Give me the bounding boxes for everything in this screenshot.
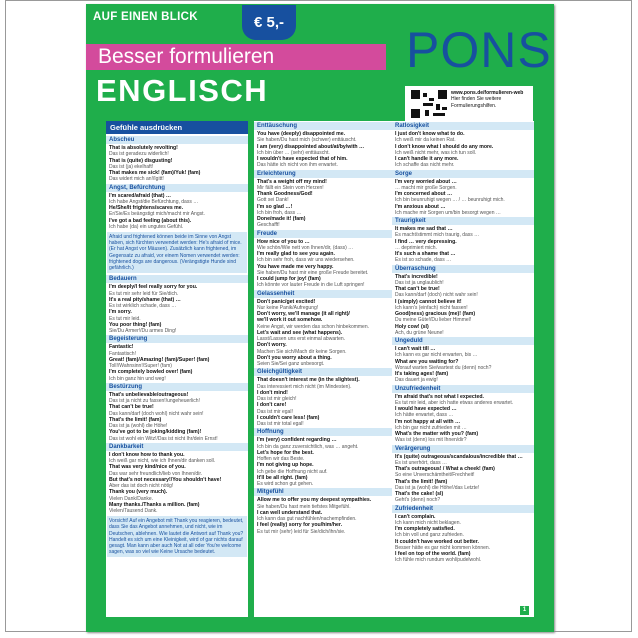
german-translation: Das ist ja nicht zu fassen!/ungeheuerlich! xyxy=(109,398,200,405)
german-translation: Es macht/stimmt mich traurig, dass … xyxy=(395,232,480,239)
section-heading: Abscheu xyxy=(106,136,248,144)
english-phrase: That can't be true! xyxy=(109,404,154,411)
english-phrase: You have made me very happy. xyxy=(257,263,334,270)
english-phrase: That makes me sick! (fam)/Yuk! (fam) xyxy=(109,170,201,176)
section-heading: Freude xyxy=(254,230,396,238)
german-translation: Das ist ja (wohl) die Höhe! xyxy=(109,423,168,430)
german-translation: Geschafft! xyxy=(257,222,280,229)
english-phrase: I couldn't care less! (fam) xyxy=(257,414,320,421)
english-phrase: I just don't know what to do. xyxy=(395,131,465,137)
english-phrase: I (simply) cannot believe it! xyxy=(395,298,462,305)
german-translation: Er/Sie/Es beängstigt mich/macht mir Angst. xyxy=(109,211,205,218)
english-phrase: Good(ness) gracious (me)! (fam) xyxy=(395,311,476,317)
english-phrase: That's the limit! (fam) xyxy=(109,416,162,423)
section-heading: Mitgefühl xyxy=(254,488,396,496)
german-translation: Toll!/Wahnsinn!/Super! (fam) xyxy=(109,363,172,370)
german-translation: So eine Unverschämtheit/Frechheit! xyxy=(395,472,475,479)
german-translation: Lasst/Lassen uns erst einmal abwarten. xyxy=(257,336,346,343)
german-translation: Besser hätte es gar nicht kommen können. xyxy=(395,544,491,551)
german-translation: Sie haben/Du hast mich (schwer) enttäuscht. xyxy=(257,137,357,144)
english-phrase: I don't mind! xyxy=(257,389,288,396)
german-translation: Das ist mir total egal! xyxy=(257,421,304,428)
english-phrase: I'm very worried about … xyxy=(395,178,457,185)
english-phrase: Done/made it! (fam) xyxy=(257,216,306,222)
english-phrase: I'm completely satisfied. xyxy=(395,526,455,532)
english-phrase: I don't know what I should do any more. xyxy=(395,143,494,150)
german-translation: Das kann/darf (doch wohl) nicht wahr sein! xyxy=(109,410,204,417)
english-phrase: It'll be all right. (fam) xyxy=(257,474,308,481)
english-phrase: I can well understand that. xyxy=(257,509,323,516)
english-phrase: I'm scared/afraid (that) … xyxy=(109,192,172,199)
german-translation: Das ist geradezu widerlich! xyxy=(109,151,169,158)
english-phrase: You have (deeply) disappointed me. xyxy=(257,131,346,137)
english-phrase: That is absolutely revolting! xyxy=(109,145,178,151)
brand-logo: PONS xyxy=(406,22,552,78)
english-phrase: Allow me to offer you my deepest sympathies. xyxy=(257,497,372,504)
german-translation: Das hätte ich nicht von ihm erwartet. xyxy=(257,162,338,169)
english-phrase: That's incredible! xyxy=(395,273,438,280)
english-phrase: I can't wait till … xyxy=(395,346,436,352)
english-phrase: That is (quite) disgusting! xyxy=(109,157,173,164)
german-translation: Ich kann mich nicht beklagen. xyxy=(395,519,461,526)
section-heading: Ratlosigkeit xyxy=(392,122,534,130)
german-translation: Ich fühle mich rundum wohl/pudelwohl. xyxy=(395,557,482,564)
german-translation: Das widert mich an!/Igitt! xyxy=(109,176,164,183)
page-number: 1 xyxy=(520,606,529,615)
english-phrase: I'm sorry. xyxy=(109,309,132,316)
german-translation: Fantastisch! xyxy=(109,350,136,357)
web-line: Formulierungshilfen. xyxy=(451,102,497,109)
english-phrase: I feel (really) sorry for you/him/her. xyxy=(257,522,343,529)
german-translation: Ich kann's (einfach) nicht fassen! xyxy=(395,304,468,311)
english-phrase: I can't complain. xyxy=(395,513,436,520)
german-translation: Wie schön/Wie nett von Ihnen/dir, (dass) … xyxy=(257,244,354,251)
german-translation: Du meine Güte!/Du lieber Himmel! xyxy=(395,317,472,324)
english-phrase: Thank you (very much). xyxy=(109,489,168,496)
english-phrase: I'm not happy at all with … xyxy=(395,418,461,425)
english-phrase: I'm not giving up hope. xyxy=(257,462,314,469)
english-phrase: How nice of you to … xyxy=(257,238,310,245)
column-heading: Gefühle ausdrücken xyxy=(106,121,248,134)
section-heading: Traurigkeit xyxy=(392,217,534,225)
section-heading: Begeisterung xyxy=(106,335,248,343)
english-phrase: That's outrageous! / What a cheek! (fam) xyxy=(395,466,495,472)
english-phrase: That's a weight off my mind! xyxy=(257,178,327,185)
page-title: ENGLISCH xyxy=(96,73,269,108)
english-phrase: Don't panic/get excited! xyxy=(257,298,316,305)
section-heading: Angst, Befürchtung xyxy=(106,184,248,192)
column-2 xyxy=(254,121,396,617)
german-translation: Das ist (ja) ekelhaft! xyxy=(109,163,154,170)
german-translation: Ich bin gar nicht zufrieden mit … xyxy=(395,424,467,431)
english-phrase: Fantastic! xyxy=(109,344,134,351)
english-phrase: Let's wait and see (what happens). xyxy=(257,329,343,336)
english-phrase: What are you waiting for? xyxy=(395,358,459,365)
english-phrase: I don't care! xyxy=(257,402,287,409)
section-heading: Bestürzung xyxy=(106,383,248,391)
english-phrase: That's the limit! (fam) xyxy=(395,478,448,485)
english-phrase: It's taking ages! (fam) xyxy=(395,371,449,377)
section-heading: Überraschung xyxy=(392,265,534,273)
german-translation: Machen Sie sich/Mach dir keine Sorgen. xyxy=(257,348,347,355)
german-translation: Das dauert ja ewig! xyxy=(395,377,438,384)
usage-note: Vorsicht! Auf ein Angebot mit Thank you reagieren, bedeutet, dass Sie das Angebot annehmen, und nicht, wie im Deutschen, ablehnen. Wie lautet die Antwort auf Thank you? Handelt es sich um eine Kleinigkeit, wird of gar nichts darauf gesagt. Man kann aber auch Not at all oder You're welcome sagen, was so viel wie Keine Ursache bedeutet. xyxy=(107,516,247,557)
german-translation: Ich kann das gut nachfühlen/nachempfinden. xyxy=(257,516,357,523)
german-translation: Sie/Du Armer!/Du armes Ding! xyxy=(109,328,177,335)
german-translation: Ich schaffe das nicht mehr. xyxy=(395,162,455,169)
german-translation: Ich gebe die Hoffnung nicht auf. xyxy=(257,468,328,475)
english-phrase: I've got a bad feeling (about this). xyxy=(109,217,192,224)
english-phrase: That's the cake! (sl) xyxy=(395,491,444,497)
english-phrase: That's unbelievable/outrageous! xyxy=(109,391,189,398)
english-phrase: Let's hope for the best. xyxy=(257,449,314,456)
german-translation: Das ist mir gleich! xyxy=(257,396,297,403)
german-translation: Keine Angst, wir werden das schon hinbekommen. xyxy=(257,323,370,330)
german-translation: Ich kann es gar nicht erwarten, bis … xyxy=(395,352,478,359)
series-label: AUF EINEN BLICK xyxy=(93,11,198,23)
english-phrase: I feel on top of the world. (fam) xyxy=(395,551,471,557)
german-translation: Das war sehr freundlich/lieb von Ihnen/dir. xyxy=(109,470,203,477)
german-translation: Ich bin sehr froh, dass wir uns wiedersehen. xyxy=(257,257,355,264)
english-phrase: He/She/It frightens/scares me. xyxy=(109,205,184,211)
english-phrase: I am (very) disappointed about/at/by/with … xyxy=(257,143,365,150)
english-phrase: Don't worry, we'll manage (it all right)/ xyxy=(257,311,350,317)
section-heading: Ungeduld xyxy=(392,337,534,345)
english-phrase: we'll work it out somehow. xyxy=(257,317,323,324)
german-translation: Es ist wirklich schade, dass … xyxy=(109,303,177,310)
german-translation: Es tut mir sehr leid für Sie/dich. xyxy=(109,290,179,297)
german-translation: Geht's (denn) noch? xyxy=(395,497,441,504)
english-phrase: It's (quite) outrageous/scandalous/incredible that … xyxy=(395,453,523,460)
german-translation: Es tut mir (sehr) leid für Sie/dich/ihn/sie. xyxy=(257,528,346,535)
english-phrase: You poor thing! (fam) xyxy=(109,321,162,328)
german-translation: Worauf warten Sie/wartest du (denn) noch? xyxy=(395,364,492,371)
english-phrase: I'm really glad to see you again. xyxy=(257,251,335,257)
german-translation: Ich habe Angst/die Befürchtung, dass … xyxy=(109,198,199,205)
english-phrase: I can't handle it any more. xyxy=(395,156,459,162)
usage-note: Afraid und frightened können beide im Sinne von Angst haben, sich fürchten verwendet werden: He's afraid of mice. (Er hat Angst vor Mäusen). Zusätzlich kann frightened, im Gegensatz zu afraid, vor einem Nomen verwendet werden: frightened dogs are dangerous. (Verängstigte Hunde sind gefährlich.) xyxy=(107,232,247,273)
english-phrase: What's the matter with you? (fam) xyxy=(395,431,479,437)
english-phrase: I'm anxious about … xyxy=(395,203,446,210)
german-translation: Ich hätte erwartet, dass … xyxy=(395,412,454,419)
german-translation: Sie haben/Du hast mein tiefstes Mitgefühl. xyxy=(257,503,351,510)
german-translation: Ich bin ganz hin und weg! xyxy=(109,375,166,382)
german-translation: Vielen Dank/Danke. xyxy=(109,495,154,502)
german-translation: … macht mir große Sorgen. xyxy=(395,184,457,191)
section-heading: Enttäuschung xyxy=(254,122,396,130)
section-heading: Hoffnung xyxy=(254,428,396,436)
german-translation: Ich bin über … (sehr) enttäuscht. xyxy=(257,149,330,156)
english-phrase: I don't know how to thank you. xyxy=(109,451,185,458)
section-heading: Sorge xyxy=(392,170,534,178)
german-translation: … deprimiert mich. xyxy=(395,244,437,251)
column-1 xyxy=(106,121,248,617)
english-phrase: Many thanks./Thanks a million. (fam) xyxy=(109,501,200,508)
german-translation: Es tut mir leid. xyxy=(109,315,141,322)
german-translation: Es ist unerhört, dass … xyxy=(395,459,447,466)
german-translation: Das kann/darf (doch) nicht wahr sein! xyxy=(395,292,478,299)
german-translation: Ich weiß gar nicht, wie ich Ihnen/dir danken soll. xyxy=(109,458,216,465)
english-phrase: It couldn't have worked out better. xyxy=(395,538,479,545)
english-phrase: Holy cow! (sl) xyxy=(395,323,429,330)
english-phrase: You've got to be joking/kidding (fam)! xyxy=(109,429,202,436)
german-translation: Ach, du grüne Neune! xyxy=(395,329,444,336)
english-phrase: Great! (fam)/Amazing! (fam)/Super! (fam) xyxy=(109,356,210,363)
subtitle-banner: Besser formulieren xyxy=(86,44,386,70)
german-translation: Ich weiß mir da keinen Rat. xyxy=(395,137,456,144)
web-line: Hier finden Sie weitere xyxy=(451,96,502,103)
english-phrase: That can't be true! xyxy=(395,286,440,292)
english-phrase: I would have expected … xyxy=(395,406,457,412)
section-heading: Erleichterung xyxy=(254,170,396,178)
english-phrase: It's a real pity/shame (that) … xyxy=(109,296,181,303)
german-translation: Das ist mir egal! xyxy=(257,408,293,415)
german-translation: Es ist so schade, dass … xyxy=(395,257,452,264)
section-heading: Verärgerung xyxy=(392,445,534,453)
section-heading: Zufriedenheit xyxy=(392,505,534,513)
german-translation: Ich weiß nicht mehr, was ich tun soll. xyxy=(395,149,477,156)
german-translation: Es tut mir leid, aber ich hatte etwas anderes erwartet. xyxy=(395,399,514,406)
column-3 xyxy=(392,121,534,617)
english-phrase: But that's not necessary!/You shouldn't have! xyxy=(109,476,222,483)
german-translation: Das ist ja (wohl) die Höhe!/das Letzte! xyxy=(395,484,480,491)
german-translation: Was ist (denn) los mit Ihnen/dir? xyxy=(395,437,467,444)
german-translation: Ich habe (da) ein ungutes Gefühl. xyxy=(109,223,184,230)
english-phrase: I'm concerned about … xyxy=(395,191,453,197)
web-info-text xyxy=(451,90,523,109)
price-badge: € 5,- xyxy=(242,5,296,40)
german-translation: Ich mache mir Sorgen um/bin besorgt wegen … xyxy=(395,209,501,216)
german-translation: Gott sei Dank! xyxy=(257,197,289,204)
english-phrase: Don't you worry about a thing. xyxy=(257,354,332,361)
english-phrase: I'm afraid that's not what I expected. xyxy=(395,393,484,400)
english-phrase: I find … very depressing. xyxy=(395,238,457,245)
english-phrase: Thank Goodness/God! xyxy=(257,191,313,197)
german-translation: Das ist wohl ein Witz!/Das ist nicht Ihr/dein Ernst! xyxy=(109,435,218,442)
german-translation: Das ist ja unglaublich! xyxy=(395,279,444,286)
german-translation: Ich bin beunruhigt wegen … / … beunruhigt mich. xyxy=(395,197,505,204)
english-phrase: That was very kind/nice of you. xyxy=(109,464,186,471)
german-translation: Vielen/Tausend Dank. xyxy=(109,508,158,515)
english-phrase: It makes me sad that … xyxy=(395,226,453,232)
english-phrase: I'm deeply/I feel really sorry for you. xyxy=(109,284,198,291)
english-phrase: I'm completely bowled over! (fam) xyxy=(109,369,193,376)
english-phrase: I wouldn't have expected that of him. xyxy=(257,156,348,162)
german-translation: Ich bin voll und ganz zufrieden. xyxy=(395,532,464,539)
german-translation: Mir fällt ein Stein vom Herzen! xyxy=(257,184,324,191)
german-translation: Aber das ist doch nicht nötig! xyxy=(109,483,174,490)
german-translation: Es wird schon gut gehen. xyxy=(257,481,314,488)
english-phrase: I could jump for joy! (fam) xyxy=(257,276,321,282)
english-phrase: I'm (very) confident regarding … xyxy=(257,437,337,444)
english-phrase: That doesn't interest me (in the slightest). xyxy=(257,377,360,384)
section-heading: Gleichgültigkeit xyxy=(254,368,396,376)
english-phrase: I'm so glad …! xyxy=(257,203,293,210)
section-heading: Dankbarkeit xyxy=(106,443,248,451)
english-phrase: Don't worry. xyxy=(257,342,287,349)
section-heading: Gelassenheit xyxy=(254,290,396,298)
german-translation: Das interessiert mich nicht (im Mindesten). xyxy=(257,383,352,390)
web-url[interactable]: www.pons.de/formulieren-web xyxy=(451,90,524,96)
qr-code-icon xyxy=(409,88,449,120)
section-heading: Unzufriedenheit xyxy=(392,385,534,393)
german-translation: Nur keine Panik/Aufregung! xyxy=(257,304,319,311)
german-translation: Ich bin froh, dass … xyxy=(257,209,302,216)
english-phrase: It's such a shame that … xyxy=(395,251,456,257)
german-translation: Seien Sie/Sei ganz unbesorgt. xyxy=(257,361,325,368)
german-translation: Hoffen wir das Beste. xyxy=(257,456,305,463)
german-translation: Sie haben/Du hast mir eine große Freude bereitet. xyxy=(257,269,369,276)
german-translation: Ich bin da ganz zuversichtlich, was … angeht. xyxy=(257,443,359,450)
german-translation: Ich könnte vor lauter Freude in die Luft springen! xyxy=(257,282,365,289)
section-heading: Bedauern xyxy=(106,275,248,283)
